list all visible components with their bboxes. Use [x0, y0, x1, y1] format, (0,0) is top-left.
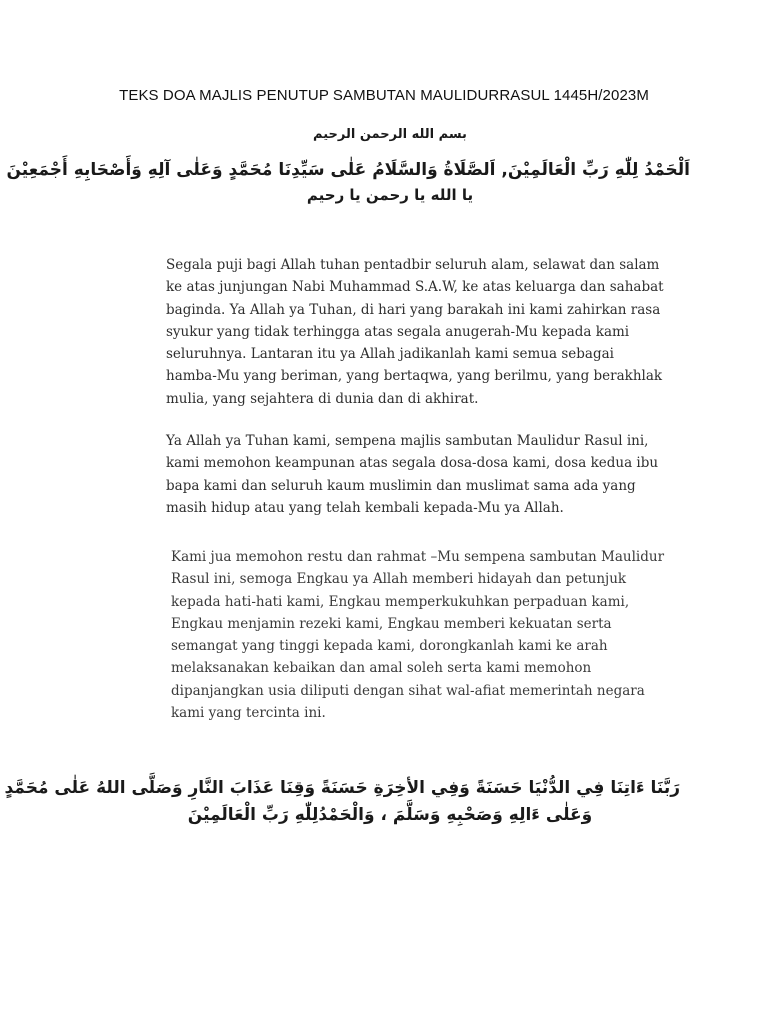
paragraph-line: kepada hati-hati kami, Engkau memperkukuhkan perpaduan kami,	[171, 593, 630, 610]
paragraph-line: Engkau menjamin rezeki kami, Engkau memberi kekuatan serta	[171, 615, 612, 632]
paragraph-line: baginda. Ya Allah ya Tuhan, di hari yang barakah ini kami zahirkan rasa	[166, 301, 661, 318]
paragraph-line: mulia, yang sejahtera di dunia dan di akhirat.	[166, 390, 479, 407]
paragraph-line: dipanjangkan usia diliputi dengan sihat wal-afiat memerintah negara	[171, 682, 645, 699]
document-title: TEKS DOA MAJLIS PENUTUP SAMBUTAN MAULIDURRASUL 1445H/2023M	[119, 87, 649, 104]
paragraph-line: syukur yang tidak terhingga atas segala anugerah-Mu kepada kami	[166, 323, 630, 340]
paragraph-line: Rasul ini, semoga Engkau ya Allah memberi hidayah dan petunjuk	[171, 571, 627, 588]
paragraph-line: semangat yang tinggi kepada kami, dorongkanlah kami ke arah	[171, 638, 608, 655]
paragraph-line: Ya Allah ya Tuhan kami, sempena majlis sambutan Maulidur Rasul ini,	[166, 433, 649, 449]
paragraph-line: seluruhnya. Lantaran itu ya Allah jadikanlah kami semua sebagai	[166, 346, 614, 363]
paragraph-line: masih hidup atau yang telah kembali kepada-Mu ya Allah.	[166, 499, 564, 516]
opening-prayer-line-2: يا الله يا رحمن يا رحيم	[306, 186, 474, 204]
paragraph-blessing	[171, 546, 664, 724]
paragraph-line: kami memohon keampunan atas segala dosa-dosa kami, dosa kedua ibu	[166, 455, 659, 472]
paragraph-line: ke atas junjungan Nabi Muhammad S.A.W, ke atas keluarga dan sahabat	[166, 279, 664, 296]
paragraph-praise	[166, 254, 664, 410]
closing-prayer-line-2: وَعَلٰى ءَالِهِ وَصَحْبِهِ وَسَلَّمَ ، وَالْحَمْدُلِلّٰهِ رَبِّ الْعَالَمِيْنَ	[187, 805, 593, 825]
paragraph-line: bapa kami dan seluruh kaum muslimin dan muslimat sama ada yang	[166, 477, 636, 494]
paragraph-line: melaksanakan kebaikan dan amal soleh serta kami memohon	[171, 660, 592, 677]
paragraph-line: Kami jua memohon restu dan rahmat –Mu sempena sambutan Maulidur	[171, 549, 665, 565]
closing-prayer-line-1: رَبَّنَا ءَاتِنَا فِي الدُّنْيَا حَسَنَةً وَفِي الأخِرَةِ حَسَنَةً وَقِنَا عَذَابَ النَّارِ وَصَلَّى اللهُ عَلٰى مُحَمَّدٍ	[4, 778, 680, 798]
paragraph-line: kami yang tercinta ini.	[171, 705, 326, 722]
basmala-text: بسم الله الرحمن الرحيم	[313, 127, 467, 142]
paragraph-line: Segala puji bagi Allah tuhan pentadbir seluruh alam, selawat dan salam	[166, 257, 660, 273]
paragraph-forgiveness	[166, 430, 658, 519]
paragraph-line: hamba-Mu yang beriman, yang bertaqwa, yang berilmu, yang berakhlak	[166, 368, 663, 385]
opening-prayer-line-1: اَلْحَمْدُ لِلّٰهِ رَبِّ الْعَالَمِيْنَ, اَلصَّلَاةُ وَالسَّلَامُ عَلٰى سَيِّدِنَا مُحَمَّدٍ وَعَلٰى آلِهِ وَأَصْحَابِهِ أَجْمَعِيْنَ	[6, 160, 690, 180]
